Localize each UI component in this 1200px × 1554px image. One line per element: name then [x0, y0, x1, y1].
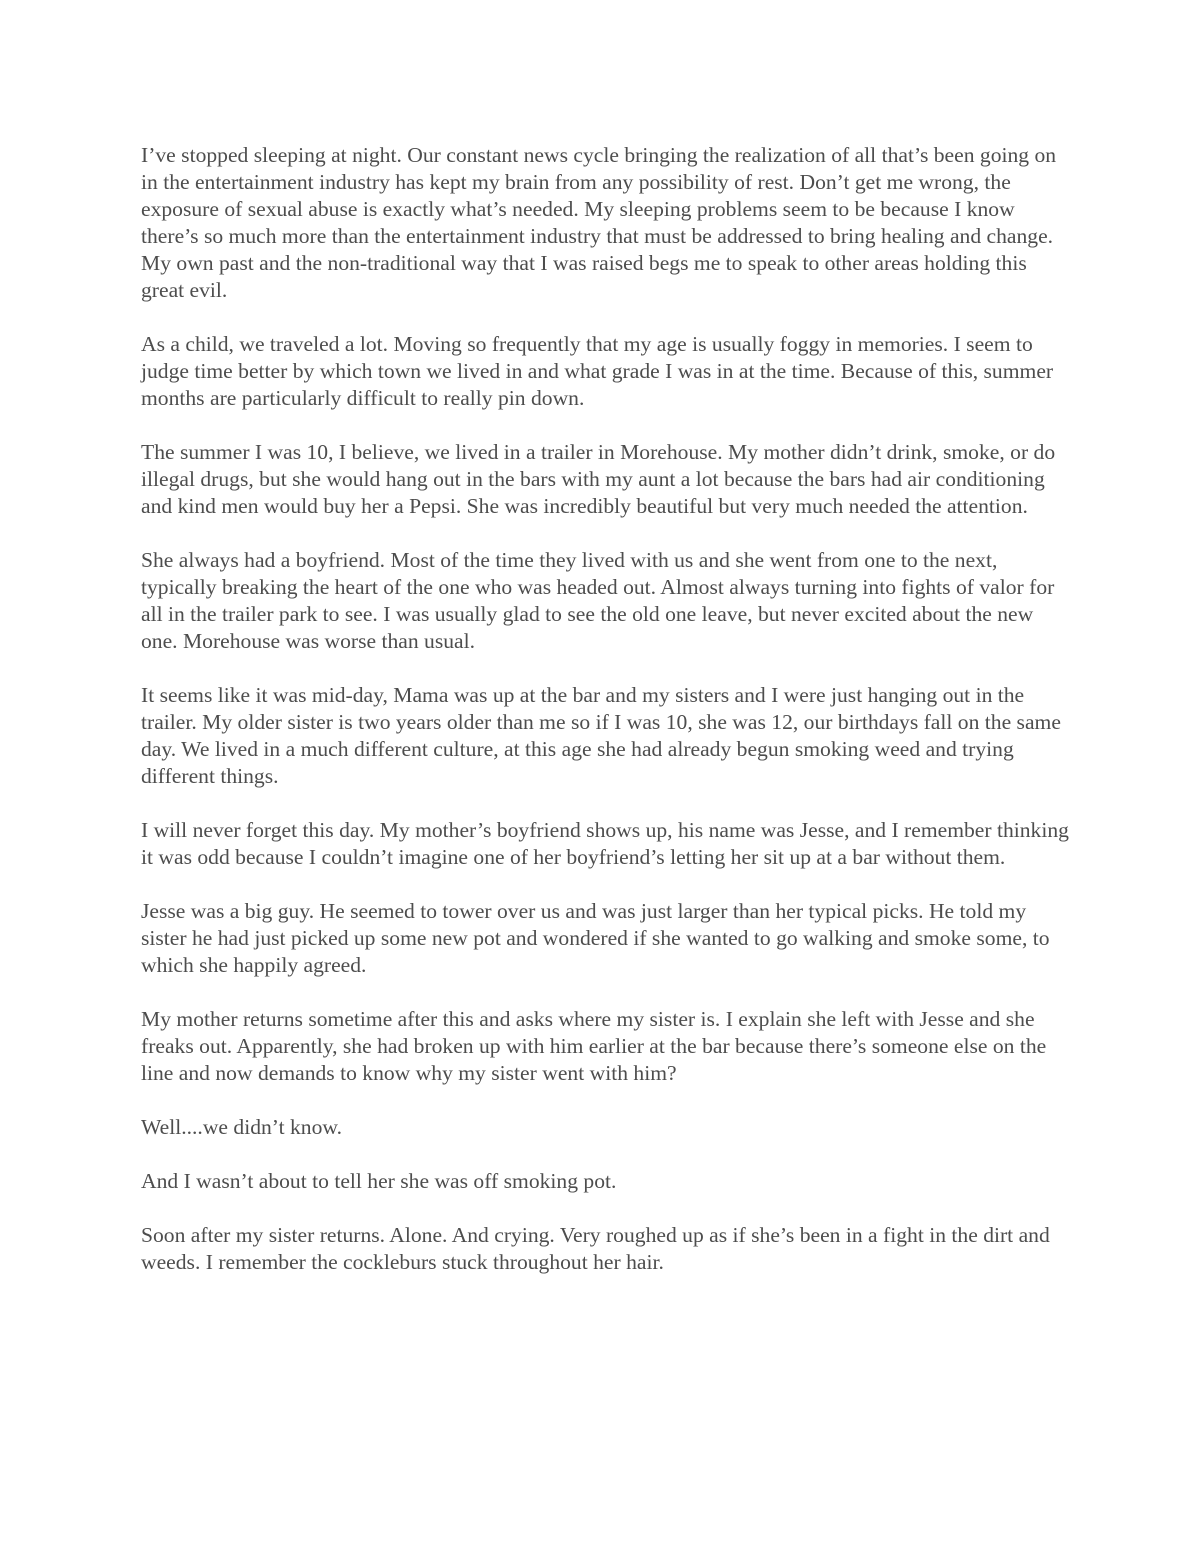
paragraph-11: Soon after my sister returns. Alone. And crying. Very roughed up as if she’s been in a fight in the dirt and weeds. I remember the cockleburs stuck throughout her hair. [141, 1223, 1050, 1274]
paragraph-9: Well....we didn’t know. [141, 1115, 342, 1139]
paragraph-10: And I wasn’t about to tell her she was off smoking pot. [141, 1169, 617, 1193]
paragraph-2: As a child, we traveled a lot. Moving so frequently that my age is usually foggy in memories. I seem to judge time better by which town we lived in and what grade I was in at the time. Because of this, summer months are particularly difficult to really pin down. [141, 332, 1054, 410]
paragraph-5: It seems like it was mid-day, Mama was up at the bar and my sisters and I were just hanging out in the trailer. My older sister is two years older than me so if I was 10, she was 12, our birthdays fall on the same day. We lived in a much different culture, at this age she had already begun smoking weed and trying different things. [141, 683, 1061, 788]
paragraph-3: The summer I was 10, I believe, we lived in a trailer in Morehouse. My mother didn’t drink, smoke, or do illegal drugs, but she would hang out in the bars with my aunt a lot because the bars had air conditioning and kind men would buy her a Pepsi. She was incredibly beautiful but very much needed the attention. [141, 440, 1056, 518]
paragraph-6: I will never forget this day. My mother’s boyfriend shows up, his name was Jesse, and I remember thinking it was odd because I couldn’t imagine one of her boyfriend’s letting her sit up at a bar without them. [141, 818, 1069, 869]
paragraph-4: She always had a boyfriend. Most of the time they lived with us and she went from one to the next, typically breaking the heart of the one who was headed out. Almost always turning into fights of valor for all in the trailer park to see. I was usually glad to see the old one leave, but never excited about the new one. Morehouse was worse than usual. [141, 548, 1055, 653]
paragraph-8: My mother returns sometime after this and asks where my sister is. I explain she left with Jesse and she freaks out. Apparently, she had broken up with him earlier at the bar because there’s someone else on the line and now demands to know why my sister went with him? [141, 1007, 1047, 1085]
paragraph-7: Jesse was a big guy. He seemed to tower over us and was just larger than her typical picks. He told my sister he had just picked up some new pot and wondered if she wanted to go walking and smoke some, to which she happily agreed. [141, 899, 1050, 977]
paragraph-1: I’ve stopped sleeping at night. Our constant news cycle bringing the realization of all that’s been going on in the entertainment industry has kept my brain from any possibility of rest. Don’t get me wrong, the exposure of sexual abuse is exactly what’s needed. My sleeping problems seem to be because I know there’s so much more than the entertainment industry that must be addressed to bring healing and change. My own past and the non-traditional way that I was raised begs me to speak to other areas holding this great evil. [141, 143, 1057, 302]
document-body [141, 142, 1069, 1303]
